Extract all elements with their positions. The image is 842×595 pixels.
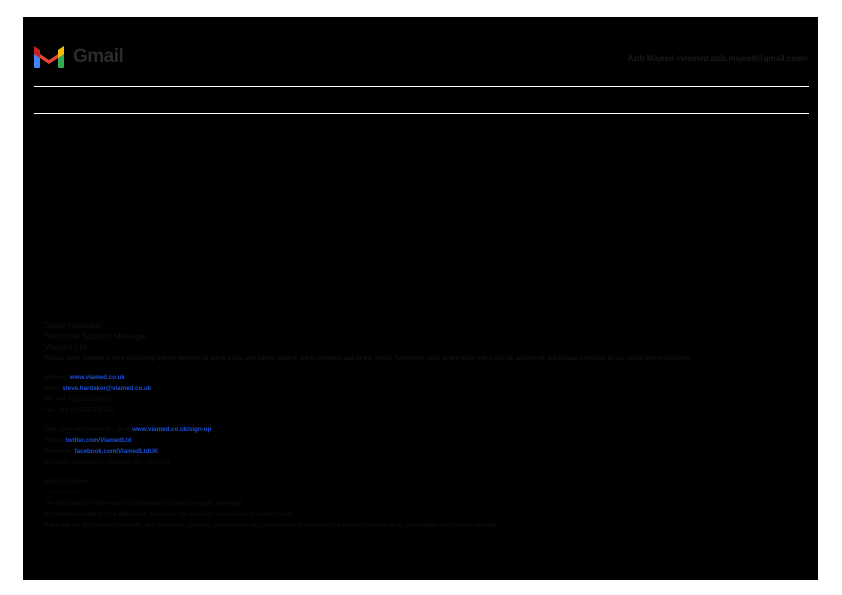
signature-title: Technical Support Manager bbox=[44, 331, 148, 341]
mailing-link[interactable]: www.viamed.co.uk/sign-up bbox=[132, 426, 212, 433]
disclaimer-line: If you are not the intended recipient, any disclosure, copying, distribution or any action taken or omitted to be taken in reliance on it, is prohibited and may be unlawful. bbox=[44, 522, 499, 529]
twitter-line: Twitter: twitter.com/ViamedLtd bbox=[44, 437, 132, 444]
facebook-line: Facebook: facebook.com/ViamedLtdUK bbox=[44, 448, 159, 455]
disclaimer-line: The information in this email is confidential and may be legally privileged. bbox=[44, 500, 244, 507]
signature-name: Steve Hardaker bbox=[44, 320, 104, 330]
disclaimer-line: It is intended solely for the addressee. Access to this email by anyone else is unauthorised. bbox=[44, 511, 294, 518]
tel-line: Tel: +44 (0)1535 634542 bbox=[44, 396, 112, 403]
disclaimer-rule: ------------------ bbox=[44, 489, 82, 496]
email-page bbox=[23, 17, 818, 580]
website-link[interactable]: www.viamed.co.uk bbox=[69, 374, 125, 381]
gmail-m-icon bbox=[34, 46, 64, 68]
email-signature bbox=[44, 320, 804, 531]
hybrid-notice: Please note: Viamed is now operating hybrid working to allow sales and admin staff to work remotely and in the office. Telephone calls to the main office will be answered, but please continue to use email where possible. bbox=[44, 355, 692, 362]
fax-line: Fax: +44 (0)1535 635582 bbox=[44, 407, 114, 414]
gmail-wordmark: Gmail bbox=[73, 46, 124, 67]
mailing-line: Sign up to our mailing list, go to www.viamed.co.uk/sign-up bbox=[44, 426, 212, 433]
twitter-link[interactable]: twitter.com/ViamedLtd bbox=[65, 437, 132, 444]
registered-line: Company registered in England, No. 1201765. bbox=[44, 459, 172, 466]
email-line: email: steve.hardaker@viamed.co.uk bbox=[44, 385, 152, 392]
sender-address: Azib Majeed <viamed.azib.majeed@gmail.com> bbox=[627, 54, 808, 63]
email-link[interactable]: steve.hardaker@viamed.co.uk bbox=[62, 385, 152, 392]
divider bbox=[34, 113, 809, 114]
disclaimer-title: Email Disclaimer bbox=[44, 478, 91, 485]
facebook-link[interactable]: facebook.com/ViamedLtdUK bbox=[74, 448, 159, 455]
website-line: Website: www.viamed.co.uk bbox=[44, 374, 125, 381]
signature-company: Viamed Ltd bbox=[44, 342, 87, 352]
gmail-logo bbox=[34, 44, 123, 70]
divider bbox=[34, 86, 809, 87]
